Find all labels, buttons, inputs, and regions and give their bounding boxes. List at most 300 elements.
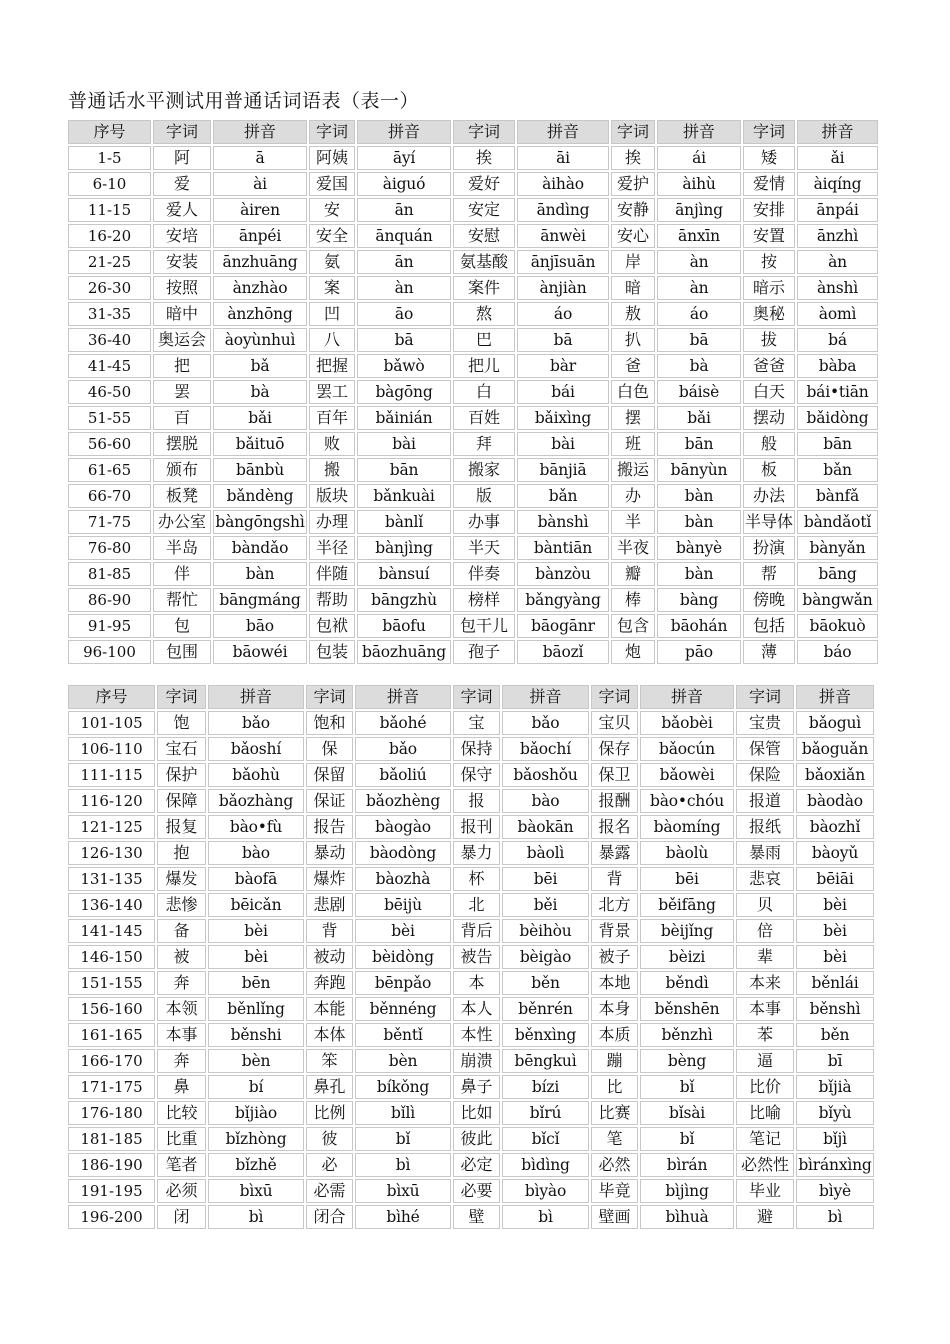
header-cell: 拼音 [502,685,589,709]
pinyin-cell: bàgōng [357,380,451,404]
word-cell: 杯 [453,867,500,891]
header-cell: 拼音 [355,685,451,709]
pinyin-cell: bǐyù [796,1101,874,1125]
header-cell: 字词 [736,685,794,709]
pinyin-cell: bànzòu [517,562,609,586]
word-cell: 棒 [611,588,655,612]
pinyin-cell: ā [213,146,307,170]
word-cell: 保持 [453,737,500,761]
header-cell: 拼音 [517,120,609,144]
word-cell: 半径 [309,536,355,560]
word-cell: 毕竟 [591,1179,638,1203]
word-cell: 岸 [611,250,655,274]
pinyin-cell: bāo [213,614,307,638]
pinyin-cell: bíkǒng [355,1075,451,1099]
word-cell: 比如 [453,1101,500,1125]
pinyin-cell: bǐ [640,1075,734,1099]
word-cell: 爆炸 [306,867,353,891]
index-cell: 111-115 [68,763,155,787]
pinyin-cell: bǎn [797,458,878,482]
pinyin-cell: ānquán [357,224,451,248]
word-cell: 摆 [611,406,655,430]
pinyin-cell: bī [796,1049,874,1073]
pinyin-cell: bǐcǐ [502,1127,589,1151]
word-cell: 矮 [743,146,795,170]
pinyin-cell: bànyǎn [797,536,878,560]
pinyin-cell: bāogānr [517,614,609,638]
pinyin-cell: bàofā [208,867,304,891]
pinyin-cell: bìrán [640,1153,734,1177]
table-row [68,945,874,969]
word-cell: 百姓 [453,406,515,430]
index-cell: 21-25 [68,250,151,274]
word-cell: 百年 [309,406,355,430]
header-cell: 字词 [306,685,353,709]
pinyin-cell: bàngwǎn [797,588,878,612]
pinyin-cell: bàntiān [517,536,609,560]
pinyin-cell: bèn [355,1049,451,1073]
pinyin-cell: bǎozhèng [355,789,451,813]
pinyin-cell: běnrén [502,997,589,1021]
table-row [68,763,874,787]
index-cell: 121-125 [68,815,155,839]
word-cell: 壁画 [591,1205,638,1229]
pinyin-cell: bào [502,789,589,813]
pinyin-cell: àihù [657,172,741,196]
word-cell: 般 [743,432,795,456]
index-cell: 56-60 [68,432,151,456]
pinyin-cell: bèigào [502,945,589,969]
pinyin-cell: bài [517,432,609,456]
pinyin-cell: àn [657,276,741,300]
pinyin-cell: bìyè [796,1179,874,1203]
pinyin-cell: bàndǎo [213,536,307,560]
word-cell: 被 [157,945,206,969]
pinyin-cell: ānwèi [517,224,609,248]
word-cell: 半天 [453,536,515,560]
pinyin-cell: běnzhì [640,1023,734,1047]
pinyin-cell: àihào [517,172,609,196]
pinyin-cell: àn [357,276,451,300]
header-cell: 序号 [68,685,155,709]
pinyin-cell: bǎndèng [213,484,307,508]
pinyin-cell: bǐlì [355,1101,451,1125]
table-row [68,276,878,300]
index-cell: 161-165 [68,1023,155,1047]
word-cell: 宝贝 [591,711,638,735]
word-cell: 板凳 [153,484,211,508]
pinyin-cell: àiren [213,198,307,222]
table-row [68,224,878,248]
header-cell: 字词 [309,120,355,144]
word-cell: 闭 [157,1205,206,1229]
word-cell: 本事 [736,997,794,1021]
word-cell: 本质 [591,1023,638,1047]
table-row [68,737,874,761]
index-cell: 66-70 [68,484,151,508]
pinyin-cell: bàozhà [355,867,451,891]
pinyin-cell: bǎnkuài [357,484,451,508]
pinyin-cell: bān [797,432,878,456]
word-cell: 白 [453,380,515,404]
word-cell: 必定 [453,1153,500,1177]
word-cell: 安静 [611,198,655,222]
word-cell: 必然性 [736,1153,794,1177]
pinyin-cell: bàolù [640,841,734,865]
index-cell: 46-50 [68,380,151,404]
index-cell: 131-135 [68,867,155,891]
pinyin-cell: bānbù [213,458,307,482]
pinyin-cell: bāng [797,562,878,586]
pinyin-cell: àn [657,250,741,274]
table-row [68,146,878,170]
word-cell: 扒 [611,328,655,352]
pinyin-cell: běnnéng [355,997,451,1021]
index-cell: 151-155 [68,971,155,995]
vocab-table-body [68,120,878,664]
word-cell: 爆发 [157,867,206,891]
page-title: 普通话水平测试用普通话词语表（表一） [68,90,420,112]
pinyin-cell: bāofu [357,614,451,638]
table-row [68,1049,874,1073]
table-row [68,971,874,995]
word-cell: 帮助 [309,588,355,612]
table-row [68,250,878,274]
word-cell: 案件 [453,276,515,300]
header-cell: 拼音 [213,120,307,144]
pinyin-cell: bǎi [213,406,307,430]
pinyin-cell: bèi [796,893,874,917]
pinyin-cell: bǎn [517,484,609,508]
word-cell: 伴奏 [453,562,515,586]
pinyin-cell: bǐsài [640,1101,734,1125]
word-cell: 背 [306,919,353,943]
word-cell: 保留 [306,763,353,787]
word-cell: 瓣 [611,562,655,586]
pinyin-cell: bèi [208,945,304,969]
word-cell: 奥秘 [743,302,795,326]
pinyin-cell: bàn [657,510,741,534]
pinyin-cell: àiqíng [797,172,878,196]
pinyin-cell: bìyào [502,1179,589,1203]
word-cell: 版 [453,484,515,508]
word-cell: 败 [309,432,355,456]
vocab-table-body [68,685,874,1229]
word-cell: 氨 [309,250,355,274]
word-cell: 办公室 [153,510,211,534]
pinyin-cell: āndìng [517,198,609,222]
table-row [68,841,874,865]
word-cell: 包围 [153,640,211,664]
pinyin-cell: bàba [797,354,878,378]
word-cell: 彼此 [453,1127,500,1151]
word-cell: 包含 [611,614,655,638]
word-cell: 傍晚 [743,588,795,612]
word-cell: 比重 [157,1127,206,1151]
word-cell: 宝贵 [736,711,794,735]
word-cell: 悲惨 [157,893,206,917]
header-row [68,120,878,144]
word-cell: 板 [743,458,795,482]
pinyin-cell: bìhuà [640,1205,734,1229]
pinyin-cell: bǎinián [357,406,451,430]
pinyin-cell: bìjìng [640,1179,734,1203]
word-cell: 班 [611,432,655,456]
header-row [68,685,874,709]
pinyin-cell: bì [355,1153,451,1177]
pinyin-cell: ānzhì [797,224,878,248]
pinyin-cell: bēn [208,971,304,995]
index-cell: 156-160 [68,997,155,1021]
index-cell: 71-75 [68,510,151,534]
pinyin-cell: bànsuí [357,562,451,586]
pinyin-cell: bèihòu [502,919,589,943]
pinyin-cell: áo [517,302,609,326]
header-cell: 字词 [743,120,795,144]
table-row [68,1075,874,1099]
pinyin-cell: ānxīn [657,224,741,248]
word-cell: 熬 [453,302,515,326]
pinyin-cell: bìránxìng [796,1153,874,1177]
word-cell: 闭合 [306,1205,353,1229]
pinyin-cell: bào [208,841,304,865]
word-cell: 奔跑 [306,971,353,995]
word-cell: 比喻 [736,1101,794,1125]
header-cell: 拼音 [357,120,451,144]
word-cell: 必需 [306,1179,353,1203]
word-cell: 必要 [453,1179,500,1203]
word-cell: 笔者 [157,1153,206,1177]
pinyin-cell: báisè [657,380,741,404]
pinyin-cell: bā [657,328,741,352]
index-cell: 186-190 [68,1153,155,1177]
pinyin-cell: bān [657,432,741,456]
pinyin-cell: bàomíng [640,815,734,839]
word-cell: 奔 [157,971,206,995]
word-cell: 爸 [611,354,655,378]
word-cell: 辈 [736,945,794,969]
pinyin-cell: bàn [213,562,307,586]
pinyin-cell: bài [357,432,451,456]
header-cell: 拼音 [797,120,878,144]
word-cell: 按 [743,250,795,274]
word-cell: 报酬 [591,789,638,813]
index-cell: 196-200 [68,1205,155,1229]
index-cell: 1-5 [68,146,151,170]
word-cell: 安培 [153,224,211,248]
pinyin-cell: bēi [640,867,734,891]
word-cell: 暴动 [306,841,353,865]
word-cell: 八 [309,328,355,352]
pinyin-cell: ānzhuāng [213,250,307,274]
pinyin-cell: bānyùn [657,458,741,482]
index-cell: 81-85 [68,562,151,586]
pinyin-cell: bànlǐ [357,510,451,534]
word-cell: 北 [453,893,500,917]
word-cell: 保险 [736,763,794,787]
index-cell: 106-110 [68,737,155,761]
pinyin-cell: āyí [357,146,451,170]
index-cell: 176-180 [68,1101,155,1125]
pinyin-cell: bānjiā [517,458,609,482]
word-cell: 保卫 [591,763,638,787]
table-row [68,328,878,352]
word-cell: 安装 [153,250,211,274]
pinyin-cell: bǎo [502,711,589,735]
word-cell: 本性 [453,1023,500,1047]
word-cell: 鼻子 [453,1075,500,1099]
pinyin-cell: bàodào [796,789,874,813]
pinyin-cell: bèi [796,919,874,943]
pinyin-cell: bǎoliú [355,763,451,787]
word-cell: 包 [153,614,211,638]
word-cell: 暗 [611,276,655,300]
word-cell: 北方 [591,893,638,917]
word-cell: 暗示 [743,276,795,300]
pinyin-cell: bìhé [355,1205,451,1229]
word-cell: 抱 [157,841,206,865]
word-cell: 保障 [157,789,206,813]
word-cell: 本 [453,971,500,995]
pinyin-cell: bàodòng [355,841,451,865]
word-cell: 保守 [453,763,500,787]
pinyin-cell: bǐzhě [208,1153,304,1177]
pinyin-cell: běnlǐng [208,997,304,1021]
table-row [68,1127,874,1151]
index-cell: 51-55 [68,406,151,430]
word-cell: 炮 [611,640,655,664]
word-cell: 鼻 [157,1075,206,1099]
header-cell: 字词 [611,120,655,144]
pinyin-cell: bǐjì [796,1127,874,1151]
pinyin-cell: bàn [657,562,741,586]
pinyin-cell: pāo [657,640,741,664]
word-cell: 保存 [591,737,638,761]
word-cell: 崩溃 [453,1049,500,1073]
word-cell: 背 [591,867,638,891]
table-row [68,640,878,664]
pinyin-cell: bànfǎ [797,484,878,508]
table-row [68,789,874,813]
pinyin-cell: bǎohù [208,763,304,787]
pinyin-cell: bǎidòng [797,406,878,430]
word-cell: 比价 [736,1075,794,1099]
table-row [68,867,874,891]
pinyin-cell: běn [796,1023,874,1047]
pinyin-cell: báo [797,640,878,664]
word-cell: 爱好 [453,172,515,196]
word-cell: 版块 [309,484,355,508]
pinyin-cell: ānjìng [657,198,741,222]
pinyin-cell: bǎoguì [796,711,874,735]
pinyin-cell: bǎoxiǎn [796,763,874,787]
pinyin-cell: běnshēn [640,997,734,1021]
pinyin-cell: bǎobèi [640,711,734,735]
pinyin-cell: bǐjiào [208,1101,304,1125]
pinyin-cell: bì [208,1205,304,1229]
pinyin-cell: āo [357,302,451,326]
pinyin-cell: běnlái [796,971,874,995]
index-cell: 191-195 [68,1179,155,1203]
word-cell: 巴 [453,328,515,352]
word-cell: 拜 [453,432,515,456]
pinyin-cell: bà [657,354,741,378]
word-cell: 必然 [591,1153,638,1177]
word-cell: 报复 [157,815,206,839]
pinyin-cell: bàogào [355,815,451,839]
word-cell: 鼻孔 [306,1075,353,1099]
vocab-table-1 [66,118,880,666]
word-cell: 笔 [591,1127,638,1151]
word-cell: 爱人 [153,198,211,222]
word-cell: 悲剧 [306,893,353,917]
pinyin-cell: bèizi [640,945,734,969]
table-row [68,1179,874,1203]
pinyin-cell: ānjīsuān [517,250,609,274]
pinyin-cell: àomì [797,302,878,326]
pinyin-cell: bǎoshǒu [502,763,589,787]
word-cell: 安慰 [453,224,515,248]
word-cell: 报道 [736,789,794,813]
pinyin-cell: bǎocún [640,737,734,761]
word-cell: 把握 [309,354,355,378]
pinyin-cell: bǐ [355,1127,451,1151]
index-cell: 76-80 [68,536,151,560]
word-cell: 暴雨 [736,841,794,865]
word-cell: 包干儿 [453,614,515,638]
word-cell: 安心 [611,224,655,248]
word-cell: 半夜 [611,536,655,560]
index-cell: 146-150 [68,945,155,969]
word-cell: 保 [306,737,353,761]
pinyin-cell: bái [517,380,609,404]
pinyin-cell: bēicǎn [208,893,304,917]
word-cell: 氨基酸 [453,250,515,274]
word-cell: 爱 [153,172,211,196]
pinyin-cell: bàozhǐ [796,815,874,839]
word-cell: 被告 [453,945,500,969]
word-cell: 搬家 [453,458,515,482]
word-cell: 半 [611,510,655,534]
table-row [68,1205,874,1229]
word-cell: 爸爸 [743,354,795,378]
index-cell: 96-100 [68,640,151,664]
word-cell: 摆脱 [153,432,211,456]
index-cell: 36-40 [68,328,151,352]
word-cell: 宝石 [157,737,206,761]
word-cell: 罢 [153,380,211,404]
pinyin-cell: běn [502,971,589,995]
index-cell: 31-35 [68,302,151,326]
pinyin-cell: bāokuò [797,614,878,638]
index-cell: 171-175 [68,1075,155,1099]
word-cell: 榜样 [453,588,515,612]
word-cell: 奔 [157,1049,206,1073]
table-row [68,198,878,222]
table-row [68,614,878,638]
pinyin-cell: bēngkuì [502,1049,589,1073]
index-cell: 86-90 [68,588,151,612]
header-cell: 序号 [68,120,151,144]
word-cell: 毕业 [736,1179,794,1203]
word-cell: 苯 [736,1023,794,1047]
pinyin-cell: bǐ [640,1127,734,1151]
pinyin-cell: bàng [657,588,741,612]
index-cell: 6-10 [68,172,151,196]
table-row [68,406,878,430]
pinyin-cell: ǎi [797,146,878,170]
table-row [68,458,878,482]
